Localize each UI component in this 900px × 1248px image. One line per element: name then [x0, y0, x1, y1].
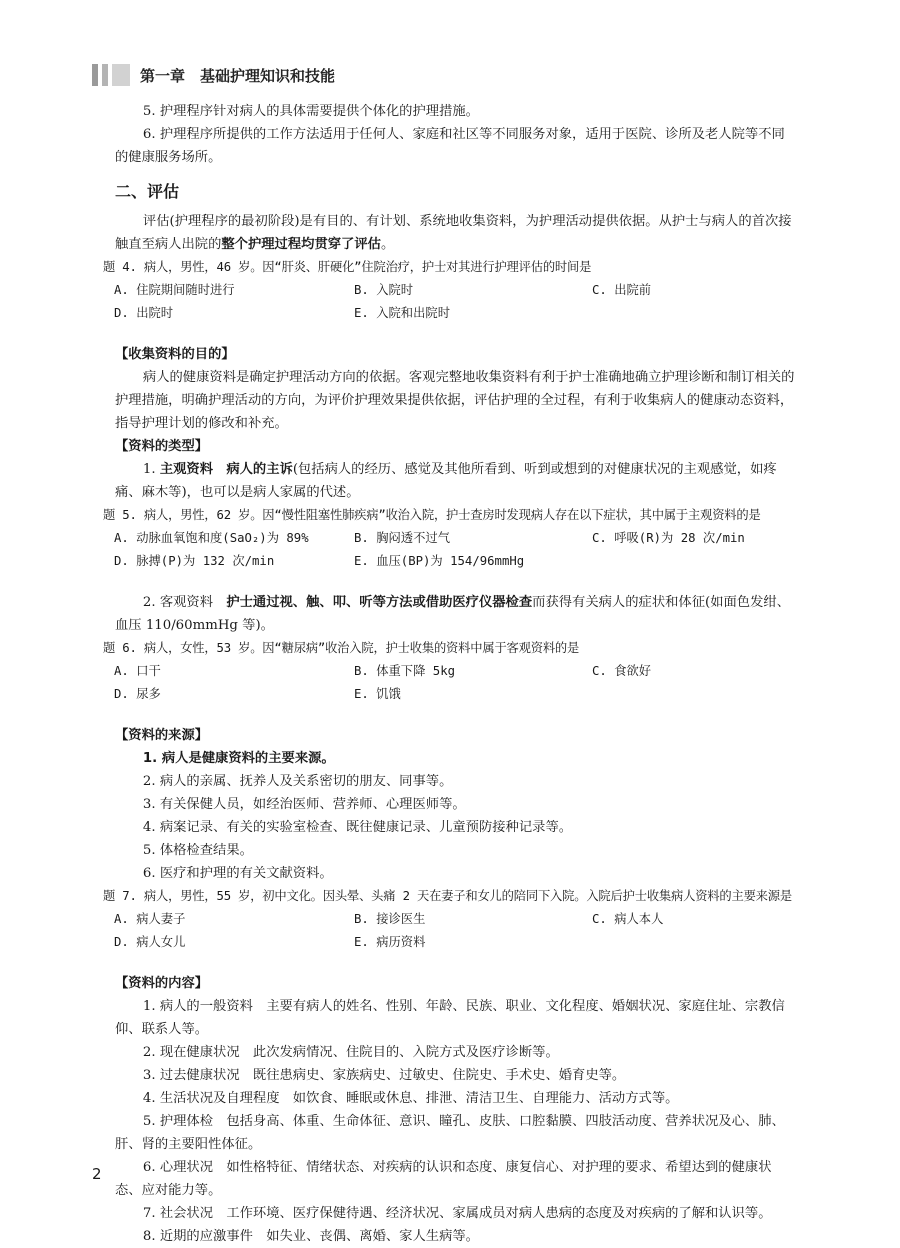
option-d: D. 出院时 [114, 306, 174, 320]
contents-item: 3. 过去健康状况 既往患病史、家族病史、过敏史、住院史、手术史、婚育史等。 [142, 1068, 626, 1083]
question-text: 题 4. 病人，男性，46 岁。因“肝炎、肝硬化”住院治疗，护士对其进行护理评估的时间是 [103, 260, 592, 274]
sources-item: 4. 病案记录、有关的实验室检查、既往健康记录、儿童预防接种记录等。 [142, 820, 573, 835]
contents-item: 6. 心理状况 如性格特征、情绪状态、对疾病的认识和态度、康复信心、对护理的要求、希望达到的健康状态、应对能力等。 [115, 1160, 772, 1198]
option-d: D. 尿多 [114, 687, 161, 701]
sources-item: 5. 体格检查结果。 [142, 843, 253, 858]
option-e: E. 饥饿 [354, 687, 401, 701]
option-c: C. 食欲好 [592, 664, 652, 678]
assessment-text: 评估(护理程序的最初阶段)是有目的、有计划、系统地收集资料，为护理活动提供依据。从护士与病人的首次接触直至病人出院的 [115, 214, 792, 252]
question-text: 题 6. 病人，女性，53 岁。因“糖尿病”收治入院，护士收集的资料中属于客观资料的是 [103, 641, 580, 655]
option-list [103, 527, 795, 573]
option-a: A. 口干 [114, 664, 161, 678]
option-a: A. 病人妻子 [114, 912, 186, 926]
objective-text: 而获得有关病人的症状和体征(如面色发绀、血压 110/60mmHg 等)。 [115, 595, 790, 633]
option-c: C. 出院前 [592, 283, 652, 297]
question-7 [103, 885, 795, 954]
intro-item-5: 5. 护理程序针对病人的具体需要提供个体化的护理措施。 [142, 104, 479, 119]
assessment-text-end: 。 [380, 237, 395, 252]
option-c: C. 呼吸(R)为 28 次/min [592, 531, 745, 545]
option-list [103, 660, 795, 706]
assessment-emphasis: 整个护理过程均贯穿了评估 [221, 237, 381, 252]
intro-item-6: 6. 护理程序所提供的工作方法适用于任何人、家庭和社区等不同服务对象，适用于医院、诊所及老人院等不同的健康服务场所。 [115, 127, 785, 165]
question-6 [103, 637, 795, 706]
sources-item: 3. 有关保健人员，如经治医师、营养师、心理医师等。 [142, 797, 466, 812]
purpose-heading: 【收集资料的目的】 [115, 347, 235, 362]
question-5 [103, 504, 795, 573]
page-number: 2 [92, 1165, 102, 1183]
types-heading: 【资料的类型】 [115, 439, 209, 454]
header-decoration-bar [92, 64, 98, 86]
chapter-header [92, 64, 335, 86]
option-b: B. 胸闷透不过气 [354, 531, 450, 545]
objective-emphasis: 护士通过视、触、叩、听等方法或借助医疗仪器检查 [226, 595, 533, 610]
contents-item: 8. 近期的应激事件 如失业、丧偶、离婚、家人生病等。 [142, 1229, 479, 1244]
objective-data-paragraph [115, 591, 795, 637]
option-e: E. 病历资料 [354, 935, 426, 949]
contents-heading: 【资料的内容】 [115, 976, 209, 991]
assessment-paragraph [115, 210, 795, 256]
header-decoration-bar [102, 64, 108, 86]
option-a: A. 住院期间随时进行 [114, 283, 235, 297]
contents-item: 1. 病人的一般资料 主要有病人的姓名、性别、年龄、民族、职业、文化程度、婚姻状况、家庭住址、宗教信仰、联系人等。 [115, 999, 785, 1037]
section-title-assessment: 二、评估 [115, 182, 180, 201]
chapter-title: 第一章 基础护理知识和技能 [140, 66, 336, 85]
subjective-text: (包括病人的经历、感觉及其他所看到、听到或想到的对健康状况的主观感觉，如疼痛、麻木等)，也可以是病人家属的代述。 [115, 462, 777, 500]
option-list [103, 279, 795, 325]
contents-item: 4. 生活状况及自理程度 如饮食、睡眠或休息、排泄、清洁卫生、自理能力、活动方式等。 [142, 1091, 679, 1106]
option-e: E. 血压(BP)为 154/96mmHg [354, 554, 525, 568]
option-d: D. 病人女儿 [114, 935, 186, 949]
subjective-data-paragraph [115, 458, 795, 504]
subjective-label: 主观资料 病人的主诉 [159, 462, 293, 477]
question-text: 题 7. 病人，男性，55 岁，初中文化。因头晕、头痛 2 天在妻子和女儿的陪同下入院。入院后护士收集病人资料的主要来源是 [103, 889, 792, 903]
question-4 [103, 256, 795, 325]
option-b: B. 入院时 [354, 283, 414, 297]
option-list [103, 908, 795, 954]
option-b: B. 接诊医生 [354, 912, 426, 926]
contents-item: 5. 护理体检 包括身高、体重、生命体征、意识、瞳孔、皮肤、口腔黏膜、四肢活动度、营养状况及心、肺、肝、肾的主要阳性体征。 [115, 1114, 785, 1152]
purpose-paragraph: 病人的健康资料是确定护理活动方向的依据。客观完整地收集资料有利于护士准确地确立护理诊断和制订相关的护理措施，明确护理活动的方向，为评价护理效果提供依据，评估护理的全过程，有利于收集病人的健康动态资料，指导护理计划的修改和补充。 [115, 370, 795, 431]
sources-item-1: 1. 病人是健康资料的主要来源。 [142, 751, 335, 766]
subjective-number: 1. [142, 462, 156, 477]
sources-heading: 【资料的来源】 [115, 728, 209, 743]
contents-item: 7. 社会状况 工作环境、医疗保健待遇、经济状况、家属成员对病人患病的态度及对疾病的了解和认识等。 [142, 1206, 772, 1221]
option-c: C. 病人本人 [592, 912, 664, 926]
option-a: A. 动脉血氧饱和度(SaO₂)为 89% [114, 531, 309, 545]
question-text: 题 5. 病人，男性，62 岁。因“慢性阻塞性肺疾病”收治入院，护士查房时发现病人存在以下症状，其中属于主观资料的是 [103, 508, 761, 522]
option-e: E. 入院和出院时 [354, 306, 450, 320]
header-decoration-bar [112, 64, 130, 86]
option-b: B. 体重下降 5kg [354, 664, 456, 678]
sources-item: 2. 病人的亲属、抚养人及关系密切的朋友、同事等。 [142, 774, 453, 789]
sources-item: 6. 医疗和护理的有关文献资料。 [142, 866, 333, 881]
contents-item: 2. 现在健康状况 此次发病情况、住院目的、入院方式及医疗诊断等。 [142, 1045, 559, 1060]
option-d: D. 脉搏(P)为 132 次/min [114, 554, 275, 568]
objective-lead: 2. 客观资料 [142, 595, 227, 610]
page-content [103, 100, 795, 1248]
